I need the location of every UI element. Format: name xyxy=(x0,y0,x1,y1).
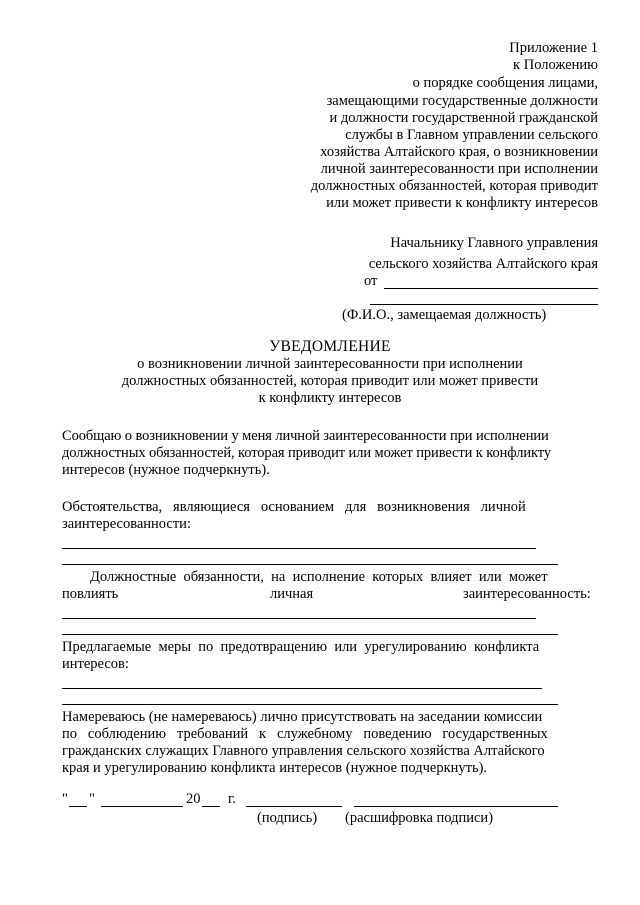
header-line: или может привести к конфликту интересов xyxy=(326,195,598,211)
fio-hint: (Ф.И.О., замещаемая должность) xyxy=(342,307,547,323)
header-line: службы в Главном управлении сельского xyxy=(345,127,598,143)
date-year-suffix: г. xyxy=(228,791,236,807)
paragraph-3-word: повлиять xyxy=(62,586,119,602)
date-day-field[interactable] xyxy=(69,806,87,807)
measures-field-line[interactable] xyxy=(62,704,558,705)
circumstances-field-line[interactable] xyxy=(62,564,558,565)
signature-decode-hint: (расшифровка подписи) xyxy=(345,810,494,826)
header-line: замещающими государственные должности xyxy=(326,93,598,109)
header-line: личной заинтересованности при исполнении xyxy=(320,161,598,177)
paragraph-1-line xyxy=(62,428,598,445)
paragraph-5-line: края и урегулированию конфликта интересов (нужное подчеркнуть). xyxy=(62,760,488,776)
notice-subtitle-line: к конфликту интересов xyxy=(258,390,402,406)
paragraph-3-word: заинтересованность: xyxy=(463,586,591,602)
paragraph-5-line: по соблюдению требований к служебному поведению государственных xyxy=(62,726,548,742)
paragraph-4-line: интересов: xyxy=(62,656,129,672)
date-year-prefix: 20 xyxy=(186,791,201,807)
fio-field-line[interactable] xyxy=(370,304,598,305)
header-line: о порядке сообщения лицами, xyxy=(412,75,598,91)
paragraph-5-line: Намереваюсь (не намереваюсь) лично присутствовать на заседании комиссии xyxy=(62,709,543,725)
measures-field-line[interactable] xyxy=(62,688,542,689)
date-month-field[interactable] xyxy=(101,806,183,807)
notice-title: УВЕДОМЛЕНИЕ xyxy=(269,338,391,355)
date-quote-close: " xyxy=(89,791,95,807)
paragraph-3-word: личная xyxy=(270,586,314,602)
header-line: хозяйства Алтайского края, о возникновении xyxy=(320,144,598,160)
notice-subtitle-line: должностных обязанностей, которая приводит или может привести xyxy=(121,373,539,389)
paragraph-5-line: гражданских служащих Главного управления сельского хозяйства Алтайского xyxy=(62,743,545,759)
signature-decode-field[interactable] xyxy=(354,806,558,807)
from-field-line[interactable] xyxy=(384,288,598,289)
paragraph-4-line: Предлагаемые меры по предотвращению или урегулированию конфликта xyxy=(62,639,540,655)
notice-subtitle-line: о возникновении личной заинтересованности при исполнении xyxy=(137,356,523,372)
paragraph-2-line: Обстоятельства, являющиеся основанием для возникновения личной xyxy=(62,499,526,515)
header-line: и должности государственной гражданской xyxy=(329,110,598,126)
from-label: от xyxy=(364,273,378,289)
header-line: Приложение 1 xyxy=(509,40,598,56)
circumstances-field-line[interactable] xyxy=(62,548,536,549)
date-year-field[interactable] xyxy=(202,806,220,807)
duties-field-line[interactable] xyxy=(62,634,558,635)
header-line: к Положению xyxy=(513,57,598,73)
paragraph-1-line: интересов (нужное подчеркнуть). xyxy=(62,462,270,478)
paragraph-1-line: должностных обязанностей, которая приводит или может привести к конфликту xyxy=(62,445,551,461)
duties-field-line[interactable] xyxy=(62,618,536,619)
addressee-line-1: Начальнику Главного управления xyxy=(390,235,598,251)
signature-hint: (подпись) xyxy=(257,810,318,826)
date-quote-open: " xyxy=(62,791,68,807)
signature-field[interactable] xyxy=(246,806,342,807)
paragraph-1-text: Сообщаю о возникновении у меня личной заинтересованности при исполнении xyxy=(62,428,549,444)
header-line: должностных обязанностей, которая приводит xyxy=(310,178,598,194)
addressee-line-2: сельского хозяйства Алтайского края xyxy=(368,256,598,272)
appendix-header xyxy=(311,40,598,212)
paragraph-3-line: Должностные обязанности, на исполнение которых влияет или может xyxy=(90,569,548,585)
paragraph-2-line: заинтересованности: xyxy=(62,516,191,532)
